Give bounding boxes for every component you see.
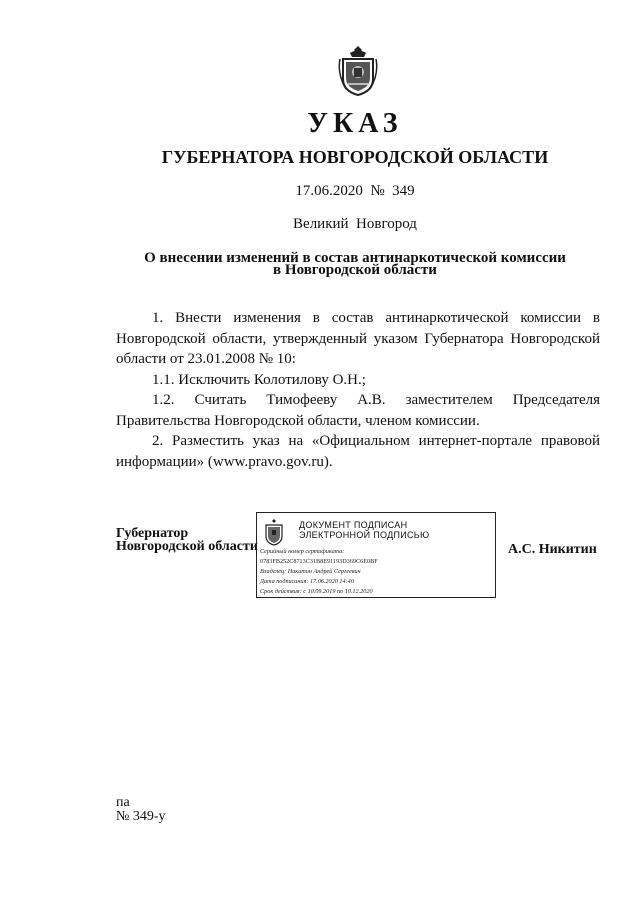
document-footer xyxy=(116,796,166,824)
paragraph: 1. Внести изменения в состав антинаркотической комиссии в Новгородской области, утвержденный указом Губернатора Новгородской области от 23.01.2008 № 10: xyxy=(116,310,604,367)
date-number-line: 17.06.2020 № 349 xyxy=(295,183,415,199)
electronic-signature-stamp xyxy=(256,512,496,598)
stamp-title xyxy=(299,520,429,540)
paragraph: 2. Разместить указ на «Официальном интернет-портале правовой информации» (www.pravo.gov.ru). xyxy=(116,433,604,470)
document-title: УКАЗ xyxy=(307,108,403,139)
coat-of-arms-icon xyxy=(337,44,379,98)
document-body xyxy=(116,308,604,472)
paragraph: 1.2. Считать Тимофееву А.В. заместителем Председателя Правительства Новгородской области, членом комиссии. xyxy=(116,392,600,429)
stamp-cert-value: 0783FB252C8713C31B8E91193D369C6E0BF xyxy=(260,558,378,565)
stamp-signed-date: Дата подписания: 17.06.2020 14:40 xyxy=(260,578,354,585)
document-subtitle: ГУБЕРНАТОРА НОВГОРОДСКОЙ ОБЛАСТИ xyxy=(161,147,549,167)
signature-position-line: Губернатор xyxy=(116,526,189,541)
stamp-validity: Срок действия: с 10.09.2019 по 10.12.2020 xyxy=(260,588,373,595)
document-heading xyxy=(0,252,640,276)
footer-line: № 349-у xyxy=(116,809,166,824)
stamp-title-line: ЭЛЕКТРОННОЙ ПОДПИСЬЮ xyxy=(299,530,430,540)
heading-line: О внесении изменений в состав антинаркотической комиссии xyxy=(144,250,566,266)
signature-name: А.С. Никитин xyxy=(508,542,597,557)
footer-line: па xyxy=(116,795,130,810)
stamp-owner: Владелец: Никитин Андрей Сергеевич xyxy=(260,568,361,575)
city-line: Великий Новгород xyxy=(293,216,417,232)
stamp-title-line: ДОКУМЕНТ ПОДПИСАН xyxy=(299,520,408,530)
signature-position-line: Новгородской области xyxy=(116,539,258,554)
heading-line: в Новгородской области xyxy=(273,262,437,278)
signature-position xyxy=(116,527,258,553)
stamp-cert-label: Серийный номер сертификата: xyxy=(260,548,345,555)
coat-of-arms-icon xyxy=(263,518,285,548)
paragraph: 1.1. Исключить Колотилову О.Н.; xyxy=(152,371,366,388)
stamp-details xyxy=(260,547,378,597)
